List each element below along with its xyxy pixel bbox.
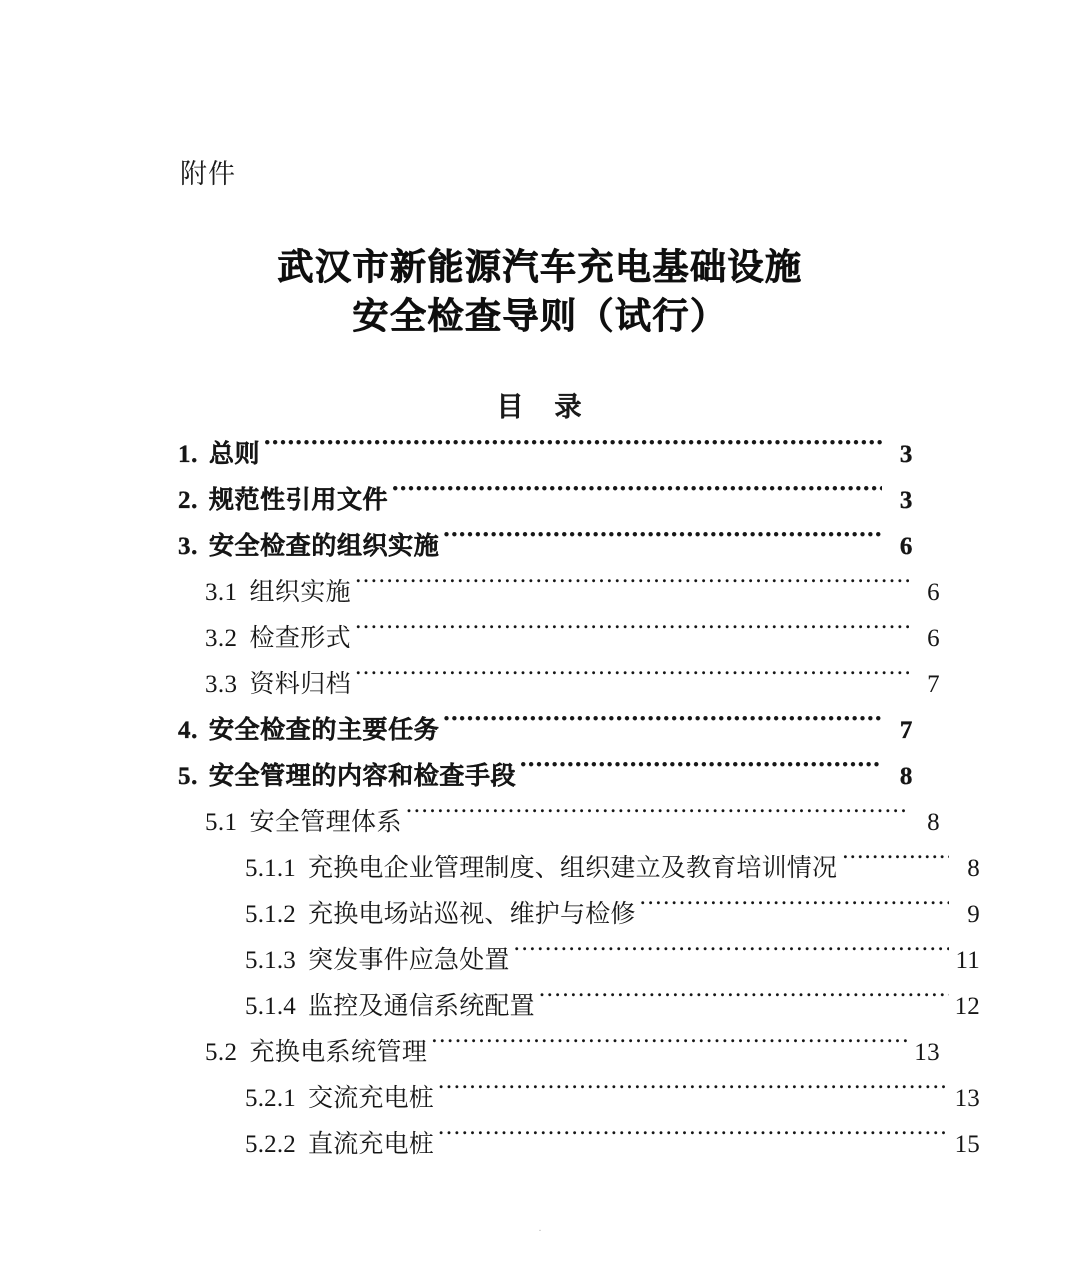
table-of-contents-heading: 目 录 <box>496 392 584 422</box>
toc-entry-page-number: 7 <box>927 671 940 698</box>
toc-leader-dots <box>438 1127 949 1152</box>
toc-entry-title: 交流充电桩 <box>308 1085 435 1112</box>
toc-entry-title: 突发事件应急处置 <box>308 947 510 974</box>
toc-entry-title: 总则 <box>208 441 261 468</box>
toc-leader-dots <box>640 897 949 922</box>
toc-entry-page-number: 15 <box>954 1131 980 1158</box>
toc-entry-title: 资料归档 <box>249 671 352 698</box>
toc-entry[interactable] <box>205 800 940 846</box>
toc-entry[interactable] <box>178 708 913 754</box>
toc-leader-dots <box>842 851 949 876</box>
toc-entry-number: 5.2 <box>205 1039 238 1066</box>
toc-entry[interactable] <box>245 892 980 938</box>
toc-leader-dots <box>443 529 882 554</box>
toc-leader-dots <box>355 575 909 600</box>
toc-entry-number: 5.2.1 <box>245 1085 296 1112</box>
toc-entry-title: 规范性引用文件 <box>208 487 389 514</box>
toc-entry-number: 5.1.1 <box>245 855 296 882</box>
toc-leader-dots <box>406 805 909 830</box>
toc-leader-dots <box>431 1035 909 1060</box>
toc-entry-page-number: 8 <box>899 763 913 790</box>
toc-entry[interactable] <box>205 1030 940 1076</box>
toc-entry-number: 5.1.3 <box>245 947 296 974</box>
toc-leader-dots <box>443 713 882 738</box>
toc-entry-title: 检查形式 <box>249 625 352 652</box>
toc-entry-title: 安全检查的主要任务 <box>208 717 440 744</box>
toc-entry-title: 直流充电桩 <box>308 1131 435 1158</box>
toc-entry-title: 监控及通信系统配置 <box>308 993 535 1020</box>
toc-entry-number: 1. <box>178 441 198 468</box>
toc-entry-number: 5.2.2 <box>245 1131 296 1158</box>
toc-entry-number: 5.1.2 <box>245 901 296 928</box>
toc-entry-page-number: 3 <box>899 487 913 514</box>
document-title-line-1: 武汉市新能源汽车充电基础设施 <box>277 247 803 287</box>
toc-entry[interactable] <box>205 662 940 708</box>
toc-entry[interactable] <box>245 938 980 984</box>
toc-entry-title: 安全检查的组织实施 <box>208 533 440 560</box>
toc-entry-page-number: 7 <box>899 717 913 744</box>
toc-entry[interactable] <box>178 754 913 800</box>
toc-entry[interactable] <box>245 1076 980 1122</box>
toc-entry[interactable] <box>245 846 980 892</box>
toc-entry-title: 安全管理体系 <box>249 809 402 836</box>
toc-entry-number: 3.1 <box>205 579 238 606</box>
toc-entry-number: 3.3 <box>205 671 238 698</box>
toc-entry-title: 充换电场站巡视、维护与检修 <box>308 901 636 928</box>
toc-entry[interactable] <box>245 1122 980 1168</box>
toc-entry-page-number: 12 <box>954 993 980 1020</box>
toc-entry-page-number: 11 <box>955 947 980 974</box>
page-footer-mark: . <box>538 1222 542 1234</box>
toc-entry-page-number: 6 <box>899 533 913 560</box>
toc-leader-dots <box>355 621 909 646</box>
document-title-line-2: 安全检查导则（试行） <box>352 296 728 336</box>
toc-leader-dots <box>520 759 882 784</box>
toc-entry-page-number: 13 <box>914 1039 940 1066</box>
toc-entry[interactable] <box>205 570 940 616</box>
toc-entry-page-number: 13 <box>954 1085 980 1112</box>
toc-entry[interactable] <box>205 616 940 662</box>
toc-entry-page-number: 3 <box>899 441 913 468</box>
toc-leader-dots <box>514 943 949 968</box>
toc-entry[interactable] <box>178 524 913 570</box>
table-of-contents <box>178 432 980 1168</box>
toc-entry-number: 4. <box>178 717 198 744</box>
toc-entry-title: 充换电系统管理 <box>249 1039 428 1066</box>
toc-leader-dots <box>392 483 882 508</box>
toc-entry[interactable] <box>245 984 980 1030</box>
toc-entry-title: 充换电企业管理制度、组织建立及教育培训情况 <box>308 855 838 882</box>
toc-entry-number: 3. <box>178 533 198 560</box>
toc-entry-title: 安全管理的内容和检查手段 <box>208 763 517 790</box>
toc-entry-number: 5.1 <box>205 809 238 836</box>
toc-leader-dots <box>264 437 882 462</box>
attachment-label: 附件 <box>180 159 236 189</box>
toc-entry-page-number: 8 <box>967 855 980 882</box>
toc-entry-number: 5.1.4 <box>245 993 296 1020</box>
toc-entry[interactable] <box>178 432 913 478</box>
toc-leader-dots <box>539 989 949 1014</box>
toc-entry-page-number: 9 <box>967 901 980 928</box>
toc-entry-title: 组织实施 <box>249 579 352 606</box>
toc-entry[interactable] <box>178 478 913 524</box>
document-title <box>0 243 1080 341</box>
toc-entry-page-number: 8 <box>927 809 940 836</box>
toc-leader-dots <box>438 1081 949 1106</box>
toc-entry-number: 2. <box>178 487 198 514</box>
toc-leader-dots <box>355 667 909 692</box>
toc-entry-number: 3.2 <box>205 625 238 652</box>
toc-entry-page-number: 6 <box>927 625 940 652</box>
toc-entry-page-number: 6 <box>927 579 940 606</box>
toc-entry-number: 5. <box>178 763 198 790</box>
